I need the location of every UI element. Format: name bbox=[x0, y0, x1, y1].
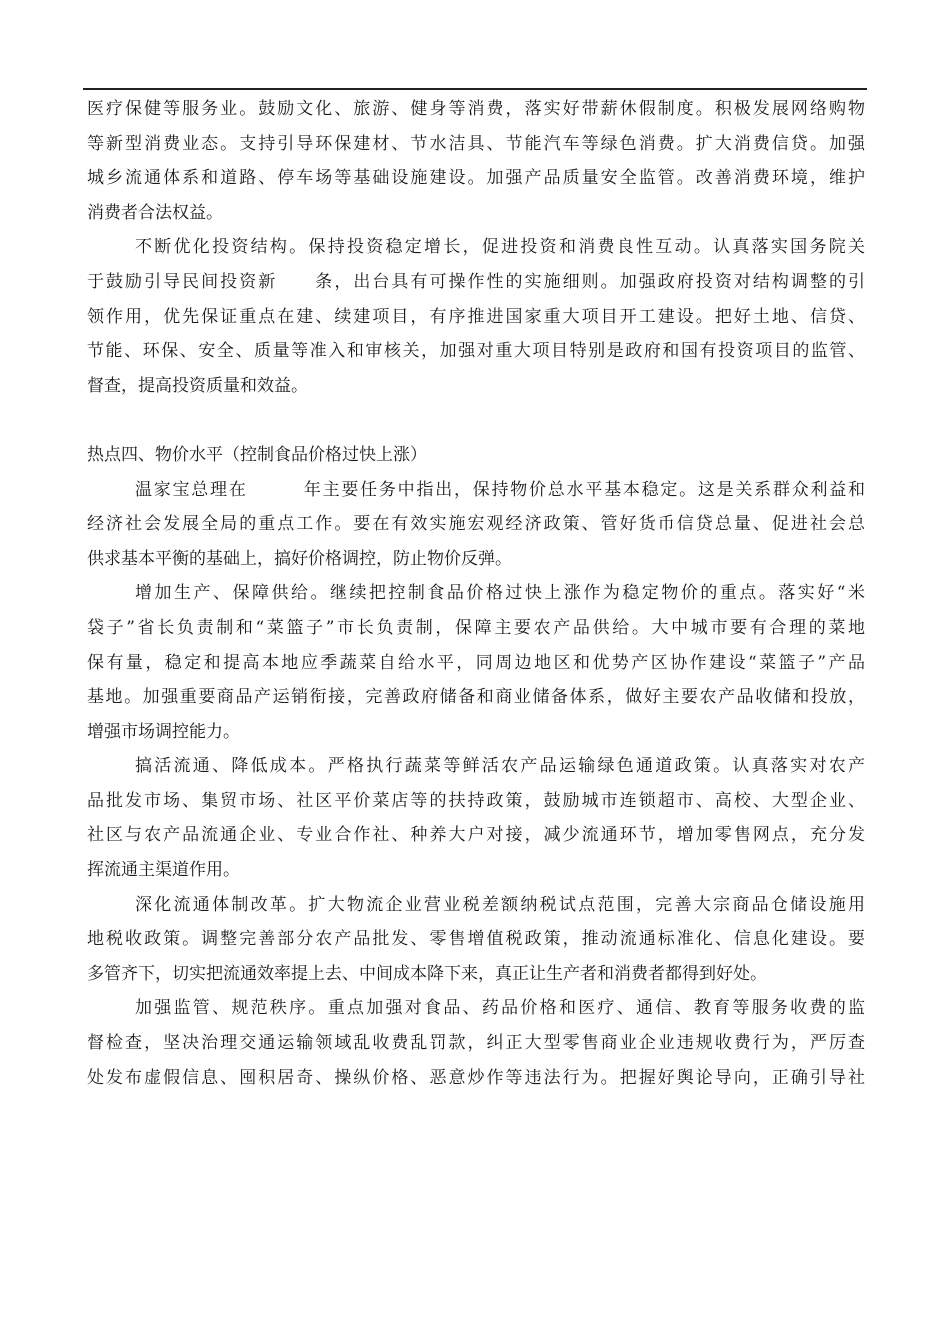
text-line: 消费者合法权益。 bbox=[87, 202, 223, 223]
text-line: 医疗保健等服务业。鼓励文化、旅游、健身等消费，落实好带薪休假制度。积极发展网络购物 bbox=[87, 99, 865, 119]
paragraph bbox=[87, 230, 865, 403]
section-heading: 热点四、物价水平（控制食品价格过快上涨） bbox=[87, 444, 427, 465]
text-line: 搞活流通、降低成本。严格执行蔬菜等鲜活农产品运输绿色通道政策。认真落实对农产 bbox=[135, 756, 865, 777]
paragraph bbox=[87, 991, 865, 1095]
text-line: 增强市场调控能力。 bbox=[87, 721, 240, 742]
header-rule bbox=[83, 88, 867, 90]
text-line: 品批发市场、集贸市场、社区平价菜店等的扶持政策，鼓励城市连锁超市、高校、大型企业、 bbox=[87, 790, 865, 811]
text-line: 节能、环保、安全、质量等准入和审核关，加强对重大项目特别是政府和国有投资项目的监管、 bbox=[87, 341, 865, 362]
text-line: 深化流通体制改革。扩大物流企业营业税差额纳税试点范围，完善大宗商品仓储设施用 bbox=[135, 894, 865, 915]
text-line: 领作用，优先保证重点在建、续建项目，有序推进国家重大项目开工建设。把好土地、信贷、 bbox=[87, 306, 865, 327]
paragraph bbox=[87, 576, 865, 749]
text-line: 处发布虚假信息、囤积居奇、操纵价格、恶意炒作等违法行为。把握好舆论导向，正确引导社 bbox=[87, 1067, 865, 1088]
paragraph-spacer bbox=[87, 403, 865, 438]
text-line: 社区与农产品流通企业、专业合作社、种养大户对接，减少流通环节，增加零售网点，充分发 bbox=[87, 825, 865, 846]
text-line: 挥流通主渠道作用。 bbox=[87, 860, 240, 881]
text-line: 供求基本平衡的基础上，搞好价格调控，防止物价反弹。 bbox=[87, 548, 512, 569]
text-line: 多管齐下，切实把流通效率提上去、中间成本降下来，真正让生产者和消费者都得到好处。 bbox=[87, 963, 767, 984]
text-line: 经济社会发展全局的重点工作。要在有效实施宏观经济政策、管好货币信贷总量、促进社会总 bbox=[87, 514, 865, 535]
text-line: 温家宝总理在 年主要任务中指出，保持物价总水平基本稳定。这是关系群众利益和 bbox=[135, 479, 865, 500]
text-line: 城乡流通体系和道路、停车场等基础设施建设。加强产品质量安全监管。改善消费环境，维护 bbox=[87, 168, 865, 189]
text-line: 于鼓励引导民间投资新 条，出台具有可操作性的实施细则。加强政府投资对结构调整的引 bbox=[87, 271, 865, 292]
paragraph bbox=[87, 749, 865, 887]
text-line: 不断优化投资结构。保持投资稳定增长，促进投资和消费良性互动。认真落实国务院关 bbox=[135, 237, 865, 258]
text-line: 加强监管、规范秩序。重点加强对食品、药品价格和医疗、通信、教育等服务收费的监 bbox=[135, 998, 865, 1019]
text-line: 等新型消费业态。支持引导环保建材、节水洁具、节能汽车等绿色消费。扩大消费信贷。加强 bbox=[87, 133, 865, 154]
paragraph bbox=[87, 92, 865, 230]
text-line: 基地。加强重要商品产运销衔接，完善政府储备和商业储备体系，做好主要农产品收储和投放， bbox=[87, 687, 865, 708]
paragraph bbox=[87, 888, 865, 992]
text-line: 地税收政策。调整完善部分农产品批发、零售增值税政策，推动流通标准化、信息化建设。要 bbox=[87, 929, 865, 950]
text-line: 督查，提高投资质量和效益。 bbox=[87, 375, 308, 396]
text-line: 增加生产、保障供给。继续把控制食品价格过快上涨作为稳定物价的重点。落实好“米 bbox=[135, 583, 865, 604]
document-body bbox=[87, 92, 865, 1095]
text-line: 保有量，稳定和提高本地应季蔬菜自给水平，同周边地区和优势产区协作建设“菜篮子”产品 bbox=[87, 652, 865, 673]
paragraph bbox=[87, 473, 865, 577]
text-line: 督检查，坚决治理交通运输领域乱收费乱罚款，纠正大型零售商业企业违规收费行为，严厉查 bbox=[87, 1033, 865, 1054]
text-line: 袋子”省长负责制和“菜篮子”市长负责制，保障主要农产品供给。大中城市要有合理的菜地 bbox=[87, 617, 865, 638]
